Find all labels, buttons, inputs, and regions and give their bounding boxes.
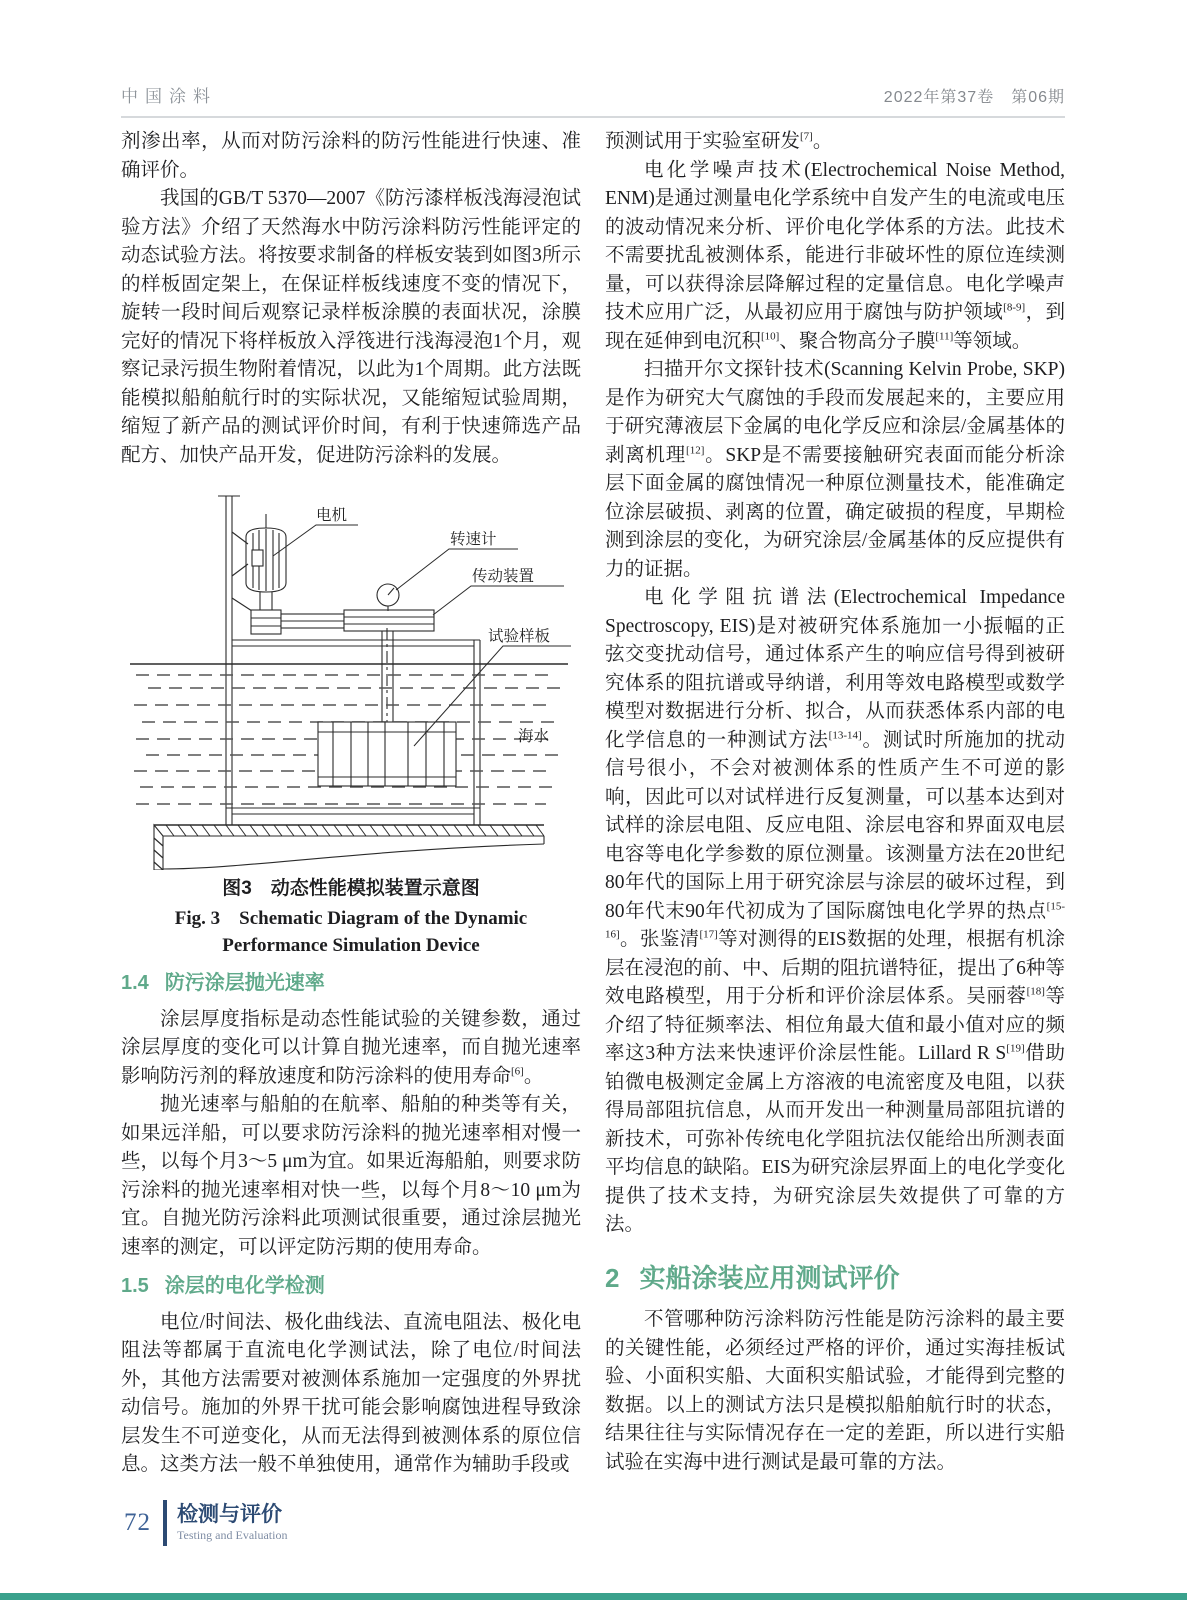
section-2-heading <box>605 1264 1065 1293</box>
journal-name: 中国涂料 <box>121 87 217 106</box>
paragraph: 剂渗出率，从而对防污涂料的防污性能进行快速、准确评价。 <box>121 131 581 181</box>
page-number: 72 <box>124 1509 151 1536</box>
dynamic-performance-device-diagram <box>126 478 576 870</box>
section-number: 2 <box>605 1262 620 1293</box>
column-title-zh: 检测与评价 <box>177 1503 282 1526</box>
article-body <box>121 128 1065 1480</box>
section-title: 防污涂层抛光速率 <box>164 972 325 994</box>
column-title-en: Testing and Evaluation <box>177 1528 288 1542</box>
figure-label-test-panel: 试验样板 <box>488 628 551 645</box>
figure-caption-en: Fig. 3 Schematic Diagram of the Dynamic Performance Simulation Device <box>174 908 528 956</box>
figure-caption <box>121 874 581 959</box>
figure-label-transmission: 传动装置 <box>472 568 535 585</box>
figure-3 <box>121 478 581 959</box>
issue-info: 2022年第37卷 第06期 <box>883 89 1065 106</box>
section-number: 1.4 <box>121 972 149 994</box>
section-1-5-heading <box>121 1272 581 1301</box>
bottom-accent-band <box>0 1593 1187 1600</box>
paragraph: 涂层厚度指标是动态性能试验的关键参数，通过涂层厚度的变化可以计算自抛光速率，而自抛光速率影响防污剂的释放速度和防污涂料的使用寿命[6]。 <box>121 1008 581 1087</box>
footer-column-title <box>177 1500 287 1546</box>
paragraph: 我国的GB/T 5370—2007《防污漆样板浅海浸泡试验方法》介绍了天然海水中防污涂料防污性能评定的动态试验方法。将按要求制备的样板安装到如图3所示的样板固定架上，在保证样板线速度不变的情况下，旋转一段时间后观察记录样板涂膜的表面状况，涂膜完好的情况下将样板放入浮筏进行浅海浸泡1个月，观察记录污损生物附着情况，以此为1个周期。此方法既能模拟船舶航行时的实际状况，又能缩短试验周期，缩短了新产品的测试评价时间，有利于快速筛选产品配方、加快产品开发，促进防污涂料的发展。 <box>121 188 581 466</box>
section-1-4-heading <box>121 969 581 998</box>
paragraph: 电位/时间法、极化曲线法、直流电阻法、极化电阻法等都属于直流电化学测试法，除了电位/时间法外，其他方法需要对被测体系施加一定强度的外界扰动信号。施加的外界干扰可能会影响腐蚀进程导致涂层发生不可逆变化，从而无法得到被测体系的原位信息。这类方法一般不单独使用，通常作为辅助手段或 <box>121 1311 581 1475</box>
paragraph: 不管哪种防污涂料防污性能是防污涂料的最主要的关键性能，必须经过严格的评价，通过实海挂板试验、小面积实船、大面积实船试验，才能得到完整的数据。以上的测试方法只是模拟船舶航行时的状态，结果往往与实际情况存在一定的差距，所以进行实船试验在实海中进行测试是最可靠的方法。 <box>605 1309 1065 1473</box>
figure-caption-zh: 图3 动态性能模拟装置示意图 <box>222 878 480 899</box>
footer-divider <box>163 1500 167 1546</box>
paragraph: 电化学噪声技术(Electrochemical Noise Method, ENM)是通过测量电化学系统中自发产生的电流或电压的波动情况来分析、评价电化学体系的方法。此技术不需要扰乱被测体系，能进行非破坏性的原位连续测量，可以获得涂层降解过程的定量信息。电化学噪声技术应用广泛，从最初应用于腐蚀与防护领域[8-9]，到现在延伸到电沉积[10]、聚合物高分子膜[11]等领域。 <box>605 159 1065 352</box>
right-column <box>605 128 1065 1480</box>
section-title: 实船涂装应用测试评价 <box>639 1262 900 1293</box>
page-footer <box>124 1500 287 1546</box>
left-column <box>121 128 581 1480</box>
paragraph: 预测试用于实验室研发[7]。 <box>605 130 833 152</box>
section-number: 1.5 <box>121 1275 149 1297</box>
section-title: 涂层的电化学检测 <box>164 1275 325 1297</box>
figure-label-seawater: 海水 <box>518 728 550 745</box>
paragraph: 电化学阻抗谱法(Electrochemical Impedance Spectroscopy, EIS)是对被研究体系施加一小振幅的正弦交变扰动信号，通过体系产生的响应信号得到被研究体系的阻抗谱或导纳谱，利用等效电路模型或数学模型对数据进行分析、拟合，从而获悉体系内部的电化学信息的一种测试方法[13-14]。测试时所施加的扰动信号很小，不会对被测体系的性质产生不可逆的影响，因此可以对试样进行反复测量，可以基本达到对试样的涂层电阻、反应电阻、涂层电容和界面双电层电容等电化学参数的原位测量。该测量方法在20世纪80年代的国际上用于研究涂层与涂层的破坏过程，到80年代末90年代初成为了国际腐蚀电化学界的热点[15-16]。张鉴清[17]等对测得的EIS数据的处理，根据有机涂层在浸泡的前、中、后期的阻抗谱特征，提出了6种等效电路模型，用于分析和评价涂层体系。吴丽蓉[18]等介绍了特征频率法、相位角最大值和最小值对应的频率这3种方法来快速评价涂层性能。Lillard R S[19]借助铂微电极测定金属上方溶液的电流密度及电阻，以获得局部阻抗信息，从而开发出一种测量局部阻抗谱的新技术，可弥补传统电化学阻抗法仅能给出所测表面平均信息的缺陷。EIS为研究涂层界面上的电化学变化提供了技术支持，为研究涂层失效提供了可靠的方法。 <box>605 587 1065 1235</box>
figure-label-tachometer: 转速计 <box>450 531 497 548</box>
paragraph: 抛光速率与船舶的在航率、船舶的种类等有关，如果远洋船，可以要求防污涂料的抛光速率相对慢一些，以每个月3～5 μm为宜。如果近海船舶，则要求防污涂料的抛光速率相对快一些，以每个月8～10 μm为宜。自抛光防污涂料此项测试很重要，通过涂层抛光速率的测定，可以评定防污期的使用寿命。 <box>121 1094 581 1258</box>
figure-label-motor: 电机 <box>316 507 348 524</box>
paragraph: 扫描开尔文探针技术(Scanning Kelvin Probe, SKP)是作为研究大气腐蚀的手段而发展起来的，主要应用于研究薄液层下金属的电化学反应和涂层/金属基体的剥离机理[12]。SKP是不需要接触研究表面而能分析涂层下面金属的腐蚀情况一种原位测量技术，能准确定位涂层破损、剥离的位置，确定破损的程度，早期检测到涂层的变化，为研究涂层/金属基体的反应提供有力的证据。 <box>605 359 1065 580</box>
page-header <box>121 82 1065 118</box>
